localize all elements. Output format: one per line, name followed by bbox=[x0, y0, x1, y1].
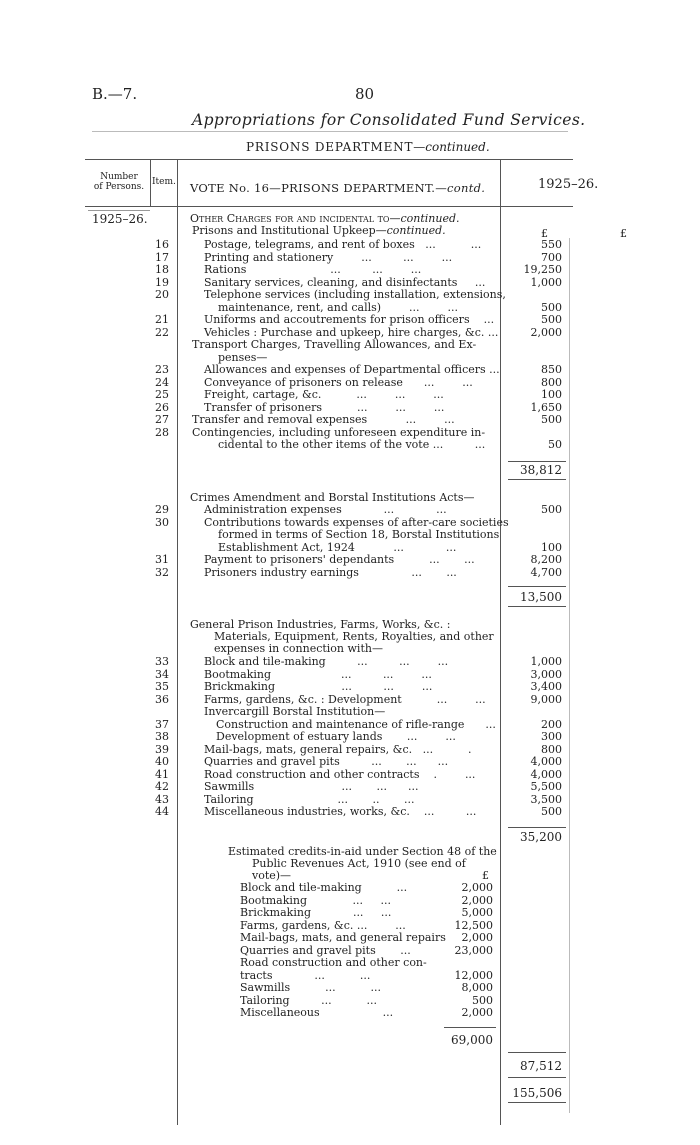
item-amount: 3,500 bbox=[530, 792, 562, 806]
table-row bbox=[0, 313, 700, 326]
item-number: 43 bbox=[155, 792, 169, 806]
item-number: 28 bbox=[155, 425, 169, 439]
item-amount: 850 bbox=[541, 363, 562, 376]
table-row bbox=[0, 931, 700, 944]
item-amount: 500 bbox=[541, 503, 562, 516]
column-header-item: Item. bbox=[152, 177, 176, 187]
table-row bbox=[0, 401, 700, 414]
item-description: Brickmaking ... ... bbox=[240, 906, 392, 919]
item-description: Farms, gardens, &c. ... ... bbox=[240, 918, 406, 932]
item-number: 37 bbox=[155, 717, 169, 731]
item-number: 38 bbox=[155, 730, 169, 743]
item-description: Establishment Act, 1924 ... ... bbox=[218, 540, 457, 554]
section-heading-industries: General Prison Industries, Farms, Works, &c. : bbox=[190, 618, 451, 631]
item-amount: 12,500 bbox=[454, 918, 493, 932]
net-total: 87,512 bbox=[520, 1059, 562, 1073]
item-number: 35 bbox=[155, 680, 169, 693]
item-number: 36 bbox=[155, 692, 169, 706]
item-description: Transfer and removal expenses ... ... bbox=[192, 413, 455, 426]
credits-intro-line: Public Revenues Act, 1910 (see end of bbox=[252, 857, 466, 870]
item-amount: 2,000 bbox=[461, 1006, 493, 1019]
item-description: Contingencies, including unforeseen expenditure in- bbox=[192, 425, 486, 439]
item-description: Road construction and other contracts . ... bbox=[204, 767, 476, 781]
table-row bbox=[0, 413, 700, 426]
item-amount: 8,200 bbox=[530, 553, 562, 566]
grand-total: 155,506 bbox=[512, 1086, 562, 1100]
item-description: cidental to the other items of the vote ... ... bbox=[218, 438, 486, 451]
item-number: 23 bbox=[155, 363, 169, 376]
item-description: Conveyance of prisoners on release ... ... bbox=[204, 375, 473, 389]
item-amount: 2,000 bbox=[461, 931, 493, 944]
item-number: 25 bbox=[155, 388, 169, 401]
item-amount: 700 bbox=[541, 250, 562, 264]
credits-intro: Estimated credits-in-aid under Section 48 of the bbox=[228, 845, 497, 858]
table-row bbox=[0, 553, 700, 566]
item-description: Allowances and expenses of Departmental officers ... bbox=[204, 363, 500, 376]
table-row bbox=[0, 718, 700, 731]
item-amount: 5,500 bbox=[530, 780, 562, 793]
item-description: penses— bbox=[218, 350, 268, 364]
table-row bbox=[0, 238, 700, 251]
item-amount: 100 bbox=[541, 388, 562, 401]
item-description: Road construction and other con- bbox=[240, 956, 427, 969]
table-row bbox=[0, 680, 700, 693]
table-row bbox=[0, 376, 700, 389]
table-row bbox=[0, 906, 700, 919]
item-description: Vehicles : Purchase and upkeep, hire charges, &c. ... bbox=[204, 325, 499, 339]
item-description: Tailoring ... .. ... bbox=[204, 792, 415, 806]
item-description: Uniforms and accoutrements for prison officers ... bbox=[204, 313, 495, 326]
table-row bbox=[0, 668, 700, 681]
item-description: tracts ... ... bbox=[240, 968, 371, 982]
item-description: Sawmills ... ... bbox=[240, 981, 382, 994]
item-amount: 1,650 bbox=[530, 400, 562, 414]
item-description: Contributions towards expenses of after-care societies bbox=[204, 515, 509, 529]
item-description: Prisoners industry earnings ... ... bbox=[204, 565, 457, 579]
item-amount: 2,000 bbox=[461, 893, 493, 907]
item-description: maintenance, rent, and calls) ... ... bbox=[218, 300, 458, 314]
item-description: Payment to prisoners' dependants ... ... bbox=[204, 553, 475, 566]
item-amount: 3,000 bbox=[530, 667, 562, 681]
item-amount: 19,250 bbox=[523, 263, 562, 276]
item-description: Transfer of prisoners ... ... ... bbox=[204, 400, 445, 414]
subtotal: 38,812 bbox=[520, 463, 562, 477]
table-row bbox=[0, 251, 700, 264]
item-amount: 1,000 bbox=[530, 275, 562, 289]
table-row bbox=[0, 541, 700, 554]
item-amount: 5,000 bbox=[461, 906, 493, 919]
section-heading-other-charges: Other Charges for and incidental to—continued. bbox=[190, 212, 460, 225]
item-amount: 500 bbox=[541, 300, 562, 314]
item-amount: 100 bbox=[541, 540, 562, 554]
section-heading-crimes-act: Crimes Amendment and Borstal Institutions Acts— bbox=[190, 491, 475, 504]
item-number: 20 bbox=[155, 288, 169, 301]
item-description: formed in terms of Section 18, Borstal Institutions bbox=[218, 528, 500, 541]
item-description: Rations ... ... ... bbox=[204, 263, 422, 276]
item-description: Block and tile-making ... ... ... bbox=[204, 655, 449, 668]
item-description: Mail-bags, mats, general repairs, &c. ... . bbox=[204, 742, 472, 756]
column-header-year: 1925–26. bbox=[538, 177, 599, 192]
table-row bbox=[0, 981, 700, 994]
item-description: Construction and maintenance of rifle-range ... bbox=[216, 717, 496, 731]
table-row bbox=[0, 730, 700, 743]
item-description: Sawmills ... ... ... bbox=[204, 780, 419, 793]
item-number: 31 bbox=[155, 553, 169, 566]
table-row bbox=[0, 516, 700, 529]
table-row bbox=[0, 793, 700, 806]
item-description: Farms, gardens, &c. : Development ... ... bbox=[204, 692, 486, 706]
table-row bbox=[0, 1006, 700, 1019]
item-number: 39 bbox=[155, 742, 169, 756]
item-amount: 300 bbox=[541, 730, 562, 743]
item-amount: 800 bbox=[541, 375, 562, 389]
item-amount: 500 bbox=[541, 413, 562, 426]
item-amount: 50 bbox=[548, 438, 562, 451]
table-row bbox=[0, 881, 700, 894]
item-number: 24 bbox=[155, 375, 169, 389]
item-description: Telephone services (including installation, extensions, bbox=[204, 288, 506, 301]
item-description: Freight, cartage, &c. ... ... ... bbox=[204, 388, 444, 401]
table-row bbox=[0, 944, 700, 957]
section-heading-industries-line: expenses in connection with— bbox=[214, 642, 383, 655]
table-row bbox=[0, 894, 700, 907]
document-ref: B.—7. bbox=[92, 85, 138, 103]
item-description: Administration expenses ... ... bbox=[204, 503, 447, 516]
subtotal: 35,200 bbox=[520, 830, 562, 844]
item-number: 27 bbox=[155, 413, 169, 426]
item-number: 30 bbox=[155, 515, 169, 529]
item-number: 33 bbox=[155, 655, 169, 668]
item-number: 34 bbox=[155, 667, 169, 681]
item-description: Block and tile-making ... bbox=[240, 881, 408, 894]
item-number: 26 bbox=[155, 400, 169, 414]
item-description: Mail-bags, mats, and general repairs bbox=[240, 931, 446, 944]
item-number: 40 bbox=[155, 755, 169, 768]
item-description: Miscellaneous industries, works, &c. ... ... bbox=[204, 805, 477, 818]
table-row bbox=[0, 351, 700, 364]
table-row bbox=[0, 969, 700, 982]
table-row bbox=[0, 805, 700, 818]
item-amount: 3,400 bbox=[530, 680, 562, 693]
item-number: 19 bbox=[155, 275, 169, 289]
item-number: 16 bbox=[155, 238, 169, 251]
item-number: 32 bbox=[155, 565, 169, 579]
pound-sign: £ bbox=[482, 869, 489, 882]
page-number: 80 bbox=[355, 85, 375, 103]
item-amount: 1,000 bbox=[530, 655, 562, 668]
table-row bbox=[0, 388, 700, 401]
table-row bbox=[0, 426, 700, 439]
item-amount: 2,000 bbox=[461, 881, 493, 894]
section-heading-industries-line: Materials, Equipment, Rents, Royalties, and other bbox=[214, 630, 494, 643]
table-row bbox=[0, 276, 700, 289]
item-amount: 500 bbox=[541, 805, 562, 818]
table-row bbox=[0, 566, 700, 579]
page-title: Appropriations for Consolidated Fund Services. bbox=[192, 111, 586, 129]
item-description: Bootmaking ... ... bbox=[240, 893, 391, 907]
item-amount: 23,000 bbox=[454, 943, 493, 957]
table-row bbox=[0, 755, 700, 768]
item-number: 21 bbox=[155, 313, 169, 326]
item-description: Quarries and gravel pits ... bbox=[240, 943, 411, 957]
table-row bbox=[0, 326, 700, 339]
item-amount: 4,000 bbox=[530, 767, 562, 781]
table-row bbox=[0, 503, 700, 516]
vote-heading: VOTE No. 16—PRISONS DEPARTMENT.—contd. bbox=[190, 181, 486, 195]
item-description: Transport Charges, Travelling Allowances, and Ex- bbox=[192, 338, 477, 351]
table-row bbox=[0, 768, 700, 781]
subtotal: 13,500 bbox=[520, 590, 562, 604]
table-row bbox=[0, 301, 700, 314]
item-amount: 12,000 bbox=[454, 968, 493, 982]
table-row bbox=[0, 705, 700, 718]
item-number: 44 bbox=[155, 805, 169, 818]
item-amount: 4,700 bbox=[530, 565, 562, 579]
item-description: Postage, telegrams, and rent of boxes ... ... bbox=[204, 238, 482, 251]
pound-sign: £ bbox=[541, 227, 548, 240]
table-row bbox=[0, 919, 700, 932]
item-number: 42 bbox=[155, 780, 169, 793]
item-description: Invercargill Borstal Institution— bbox=[204, 705, 386, 718]
item-description: Brickmaking ... ... ... bbox=[204, 680, 433, 693]
item-description: Printing and stationery ... ... ... bbox=[204, 250, 453, 264]
table-row bbox=[0, 288, 700, 301]
item-amount: 9,000 bbox=[530, 692, 562, 706]
table-row bbox=[0, 438, 700, 451]
item-amount: 4,000 bbox=[530, 755, 562, 768]
table-row bbox=[0, 363, 700, 376]
item-amount: 8,000 bbox=[461, 981, 493, 994]
item-description: Tailoring ... ... bbox=[240, 993, 378, 1007]
item-amount: 800 bbox=[541, 742, 562, 756]
item-description: Development of estuary lands ... ... bbox=[216, 730, 456, 743]
item-number: 41 bbox=[155, 767, 169, 781]
item-description: Sanitary services, cleaning, and disinfectants ... bbox=[204, 275, 486, 289]
item-amount: 500 bbox=[541, 313, 562, 326]
table-row bbox=[0, 693, 700, 706]
item-amount: 500 bbox=[472, 993, 493, 1007]
pound-sign: £ bbox=[620, 227, 627, 240]
item-amount: 200 bbox=[541, 717, 562, 731]
table-row bbox=[0, 956, 700, 969]
credits-total: 69,000 bbox=[451, 1033, 493, 1047]
persons-year-label: 1925–26. bbox=[92, 212, 148, 226]
table-row bbox=[0, 338, 700, 351]
table-row bbox=[0, 994, 700, 1007]
item-description: Quarries and gravel pits ... ... ... bbox=[204, 755, 449, 768]
column-header-persons: Number of Persons. bbox=[93, 172, 145, 192]
table-row bbox=[0, 780, 700, 793]
table-row bbox=[0, 528, 700, 541]
item-description: Miscellaneous ... bbox=[240, 1006, 394, 1019]
table-row bbox=[0, 743, 700, 756]
item-amount: 2,000 bbox=[530, 325, 562, 339]
item-number: 17 bbox=[155, 250, 169, 264]
table-row bbox=[0, 263, 700, 276]
subsection-heading-upkeep: Prisons and Institutional Upkeep—continued. bbox=[192, 224, 446, 237]
item-number: 22 bbox=[155, 325, 169, 339]
credits-intro-line: vote)— bbox=[252, 869, 292, 882]
department-heading: PRISONS DEPARTMENT—continued. bbox=[246, 140, 490, 154]
item-number: 18 bbox=[155, 263, 169, 276]
item-description: Bootmaking ... ... ... bbox=[204, 667, 432, 681]
table-row bbox=[0, 655, 700, 668]
item-amount: 550 bbox=[541, 238, 562, 251]
item-number: 29 bbox=[155, 503, 169, 516]
